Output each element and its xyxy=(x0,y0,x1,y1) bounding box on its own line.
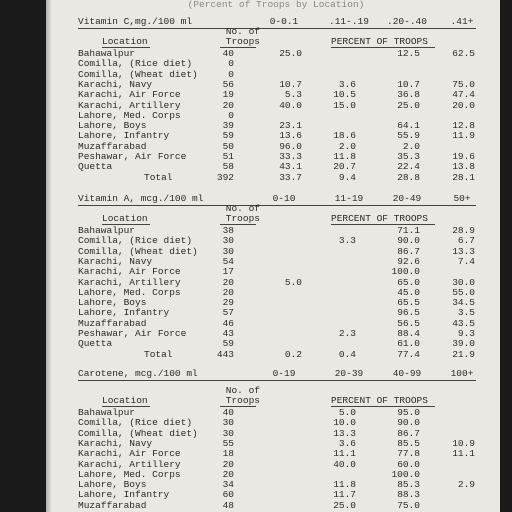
percent-cell: 25.0 xyxy=(333,499,356,511)
percent-cell: 35.3 xyxy=(397,151,420,162)
total-percent-cell: 77.4 xyxy=(397,348,420,360)
percent-cell: 55.0 xyxy=(452,286,475,298)
range-header: 0-0.1 xyxy=(269,16,299,27)
location-cell: Karachi, Air Force xyxy=(78,266,181,278)
location-cell: Karachi, Navy xyxy=(78,437,153,449)
percent-cell: 56.5 xyxy=(397,317,420,329)
location-cell: Lahore, Med. Corps xyxy=(78,109,181,121)
percent-cell: 2.0 xyxy=(338,140,356,152)
underline-rule xyxy=(78,205,476,206)
percent-cell: 10.0 xyxy=(333,417,356,429)
location-cell: Comilla, (Rice diet) xyxy=(78,58,193,70)
troops-count-cell: 43 xyxy=(222,328,234,339)
troops-count-cell: 39 xyxy=(222,120,234,132)
percent-cell: 5.3 xyxy=(284,89,302,101)
no-of-label: No. of xyxy=(225,26,260,37)
percent-cell: 75.0 xyxy=(452,78,475,90)
percent-cell: 11.8 xyxy=(333,151,356,162)
percent-of-troops-label: PERCENT OF TROOPS xyxy=(331,395,428,406)
percent-cell: 62.5 xyxy=(452,48,475,59)
troops-count-cell: 0 xyxy=(228,109,234,121)
percent-cell: 3.6 xyxy=(338,437,356,449)
total-percent-cell: 0.4 xyxy=(338,348,356,360)
percent-cell: 71.1 xyxy=(397,225,420,236)
percent-cell: 12.5 xyxy=(397,48,420,59)
percent-cell: 3.5 xyxy=(457,307,475,319)
location-cell: Lahore, Med. Corps xyxy=(78,286,181,298)
location-cell: Bahawalpur xyxy=(78,407,136,418)
percent-cell: 3.3 xyxy=(338,235,356,247)
percent-cell: 13.3 xyxy=(333,427,356,439)
troops-count-cell: 57 xyxy=(222,307,234,319)
percent-cell: 43.5 xyxy=(452,317,475,329)
troops-count-cell: 50 xyxy=(222,140,234,152)
location-cell: Lahore, Infantry xyxy=(78,307,170,319)
troops-count-cell: 20 xyxy=(222,99,234,111)
no-of-label: No. of xyxy=(225,203,260,214)
range-header: .20-.40 xyxy=(387,16,427,27)
percent-of-troops-label: PERCENT OF TROOPS xyxy=(331,36,428,47)
percent-cell: 95.0 xyxy=(397,407,420,418)
troops-count-cell: 30 xyxy=(222,235,234,247)
troops-label: Troops xyxy=(225,395,260,406)
percent-cell: 47.4 xyxy=(452,89,475,101)
troops-count-cell: 0 xyxy=(228,58,234,70)
underline-rule xyxy=(78,28,476,29)
range-header: 40-99 xyxy=(392,368,422,379)
range-header: 100+ xyxy=(450,368,474,379)
location-label: Location xyxy=(102,213,148,224)
percent-cell: 25.0 xyxy=(279,48,302,59)
percent-cell: 96.0 xyxy=(279,140,302,152)
location-cell: Karachi, Artillery xyxy=(78,99,181,111)
percent-cell: 5.0 xyxy=(338,407,356,418)
percent-cell: 28.9 xyxy=(452,225,475,236)
location-cell: Muzaffarabad xyxy=(78,499,147,511)
percent-cell: 39.0 xyxy=(452,338,475,350)
percent-cell: 61.0 xyxy=(397,338,420,350)
location-cell: Karachi, Artillery xyxy=(78,276,181,288)
percent-cell: 55.9 xyxy=(397,130,420,142)
percent-cell: 85.3 xyxy=(397,479,420,491)
percent-cell: 100.0 xyxy=(391,266,420,278)
section-title: Carotene, mcg./100 ml xyxy=(78,368,198,379)
percent-cell: 13.3 xyxy=(452,245,475,257)
range-header: 20-49 xyxy=(392,193,422,204)
percent-cell: 3.6 xyxy=(338,78,356,90)
percent-cell: 65.5 xyxy=(397,297,420,309)
page-caption: (Percent of Troops by Location) xyxy=(187,0,365,10)
troops-count-cell: 56 xyxy=(222,78,234,90)
location-cell: Peshawar, Air Force xyxy=(78,328,187,339)
location-cell: Comilla, (Wheat diet) xyxy=(78,68,198,80)
percent-cell: 88.3 xyxy=(397,489,420,501)
page-shadow xyxy=(46,0,52,512)
percent-cell: 75.0 xyxy=(397,499,420,511)
range-header: .11-.19 xyxy=(329,16,369,27)
underline-rule xyxy=(78,380,476,381)
percent-cell: 65.0 xyxy=(397,276,420,288)
percent-cell: 18.6 xyxy=(333,130,356,142)
section-title: Vitamin C,mg./100 ml xyxy=(78,16,193,27)
location-cell: Muzaffarabad xyxy=(78,140,147,152)
range-header: 20-39 xyxy=(334,368,364,379)
troops-count-cell: 30 xyxy=(222,417,234,429)
troops-count-cell: 20 xyxy=(222,458,234,470)
location-label: Location xyxy=(102,395,148,406)
troops-count-cell: 30 xyxy=(222,245,234,257)
percent-cell: 13.8 xyxy=(452,161,475,173)
location-cell: Karachi, Air Force xyxy=(78,448,181,460)
troops-count-cell: 30 xyxy=(222,427,234,439)
location-cell: Muzaffarabad xyxy=(78,317,147,329)
troops-count-cell: 34 xyxy=(222,479,234,491)
location-cell: Quetta xyxy=(78,338,113,350)
troops-label: Troops xyxy=(225,36,260,47)
total-percent-cell: 9.4 xyxy=(338,171,356,183)
troops-count-cell: 20 xyxy=(222,286,234,298)
troops-count-cell: 55 xyxy=(222,437,234,449)
percent-cell: 10.5 xyxy=(333,89,356,101)
total-label: Total xyxy=(144,171,173,183)
percent-cell: 20.0 xyxy=(452,99,475,111)
section-title: Vitamin A, mcg./100 ml xyxy=(78,193,204,204)
percent-cell: 85.5 xyxy=(397,437,420,449)
percent-cell: 10.7 xyxy=(397,78,420,90)
troops-count-cell: 51 xyxy=(222,151,234,162)
troops-count-cell: 20 xyxy=(222,468,234,480)
percent-cell: 30.0 xyxy=(452,276,475,288)
percent-cell: 9.3 xyxy=(457,328,475,339)
troops-count-cell: 29 xyxy=(222,297,234,309)
troops-count-cell: 59 xyxy=(222,130,234,142)
location-cell: Lahore, Boys xyxy=(78,120,147,132)
percent-cell: 11.7 xyxy=(333,489,356,501)
total-percent-cell: 33.7 xyxy=(279,171,302,183)
troops-count-cell: 0 xyxy=(228,68,234,80)
location-cell: Comilla, (Wheat diet) xyxy=(78,427,198,439)
percent-cell: 2.9 xyxy=(457,479,475,491)
troops-count-cell: 18 xyxy=(222,448,234,460)
location-cell: Bahawalpur xyxy=(78,48,136,59)
percent-cell: 36.8 xyxy=(397,89,420,101)
percent-cell: 2.3 xyxy=(338,328,356,339)
location-cell: Karachi, Navy xyxy=(78,255,153,267)
percent-cell: 23.1 xyxy=(279,120,302,132)
percent-cell: 45.0 xyxy=(397,286,420,298)
troops-count-cell: 17 xyxy=(222,266,234,278)
no-of-label: No. of xyxy=(225,385,260,396)
percent-of-troops-label: PERCENT OF TROOPS xyxy=(331,213,428,224)
percent-cell: 10.7 xyxy=(279,78,302,90)
percent-cell: 88.4 xyxy=(397,328,420,339)
location-cell: Karachi, Air Force xyxy=(78,89,181,101)
location-cell: Karachi, Navy xyxy=(78,78,153,90)
percent-cell: 11.9 xyxy=(452,130,475,142)
percent-cell: 60.0 xyxy=(397,458,420,470)
troops-count-cell: 40 xyxy=(222,48,234,59)
location-cell: Karachi, Artillery xyxy=(78,458,181,470)
percent-cell: 90.0 xyxy=(397,235,420,247)
percent-cell: 12.8 xyxy=(452,120,475,132)
range-header: 50+ xyxy=(453,193,471,204)
troops-count-cell: 20 xyxy=(222,276,234,288)
location-cell: Comilla, (Rice diet) xyxy=(78,417,193,429)
percent-cell: 77.8 xyxy=(397,448,420,460)
total-count-cell: 392 xyxy=(216,171,234,183)
range-header: 0-19 xyxy=(272,368,296,379)
troops-count-cell: 59 xyxy=(222,338,234,350)
percent-cell: 64.1 xyxy=(397,120,420,132)
total-percent-cell: 0.2 xyxy=(284,348,302,360)
total-percent-cell: 28.1 xyxy=(452,171,475,183)
percent-cell: 33.3 xyxy=(279,151,302,162)
percent-cell: 86.7 xyxy=(397,245,420,257)
percent-cell: 96.5 xyxy=(397,307,420,319)
percent-cell: 25.0 xyxy=(397,99,420,111)
troops-count-cell: 48 xyxy=(222,499,234,511)
percent-cell: 2.0 xyxy=(402,140,420,152)
location-cell: Lahore, Med. Corps xyxy=(78,468,181,480)
percent-cell: 100.0 xyxy=(391,468,420,480)
location-cell: Bahawalpur xyxy=(78,225,136,236)
percent-cell: 15.0 xyxy=(333,99,356,111)
percent-cell: 20.7 xyxy=(333,161,356,173)
percent-cell: 11.1 xyxy=(333,448,356,460)
troops-count-cell: 60 xyxy=(222,489,234,501)
troops-count-cell: 58 xyxy=(222,161,234,173)
troops-count-cell: 38 xyxy=(222,225,234,236)
percent-cell: 40.0 xyxy=(279,99,302,111)
percent-cell: 11.1 xyxy=(452,448,475,460)
troops-count-cell: 54 xyxy=(222,255,234,267)
document-page xyxy=(46,0,500,512)
percent-cell: 5.0 xyxy=(284,276,302,288)
percent-cell: 43.1 xyxy=(279,161,302,173)
range-header: .41+ xyxy=(450,16,474,27)
troops-count-cell: 40 xyxy=(222,407,234,418)
percent-cell: 19.6 xyxy=(452,151,475,162)
location-label: Location xyxy=(102,36,148,47)
percent-cell: 92.6 xyxy=(397,255,420,267)
percent-cell: 90.0 xyxy=(397,417,420,429)
percent-cell: 6.7 xyxy=(457,235,475,247)
percent-cell: 7.4 xyxy=(457,255,475,267)
percent-cell: 40.0 xyxy=(333,458,356,470)
location-cell: Lahore, Infantry xyxy=(78,489,170,501)
location-cell: Lahore, Boys xyxy=(78,297,147,309)
range-header: 11-19 xyxy=(334,193,364,204)
percent-cell: 86.7 xyxy=(397,427,420,439)
percent-cell: 34.5 xyxy=(452,297,475,309)
total-label: Total xyxy=(144,348,173,360)
percent-cell: 10.9 xyxy=(452,437,475,449)
troops-count-cell: 19 xyxy=(222,89,234,101)
total-percent-cell: 21.9 xyxy=(452,348,475,360)
troops-count-cell: 46 xyxy=(222,317,234,329)
total-percent-cell: 28.8 xyxy=(397,171,420,183)
location-cell: Lahore, Infantry xyxy=(78,130,170,142)
location-cell: Comilla, (Rice diet) xyxy=(78,235,193,247)
total-count-cell: 443 xyxy=(216,348,234,360)
location-cell: Comilla, (Wheat diet) xyxy=(78,245,198,257)
percent-cell: 13.6 xyxy=(279,130,302,142)
percent-cell: 11.8 xyxy=(333,479,356,491)
location-cell: Quetta xyxy=(78,161,113,173)
range-header: 0-10 xyxy=(272,193,296,204)
location-cell: Lahore, Boys xyxy=(78,479,147,491)
percent-cell: 22.4 xyxy=(397,161,420,173)
location-cell: Peshawar, Air Force xyxy=(78,151,187,162)
troops-label: Troops xyxy=(225,213,260,224)
